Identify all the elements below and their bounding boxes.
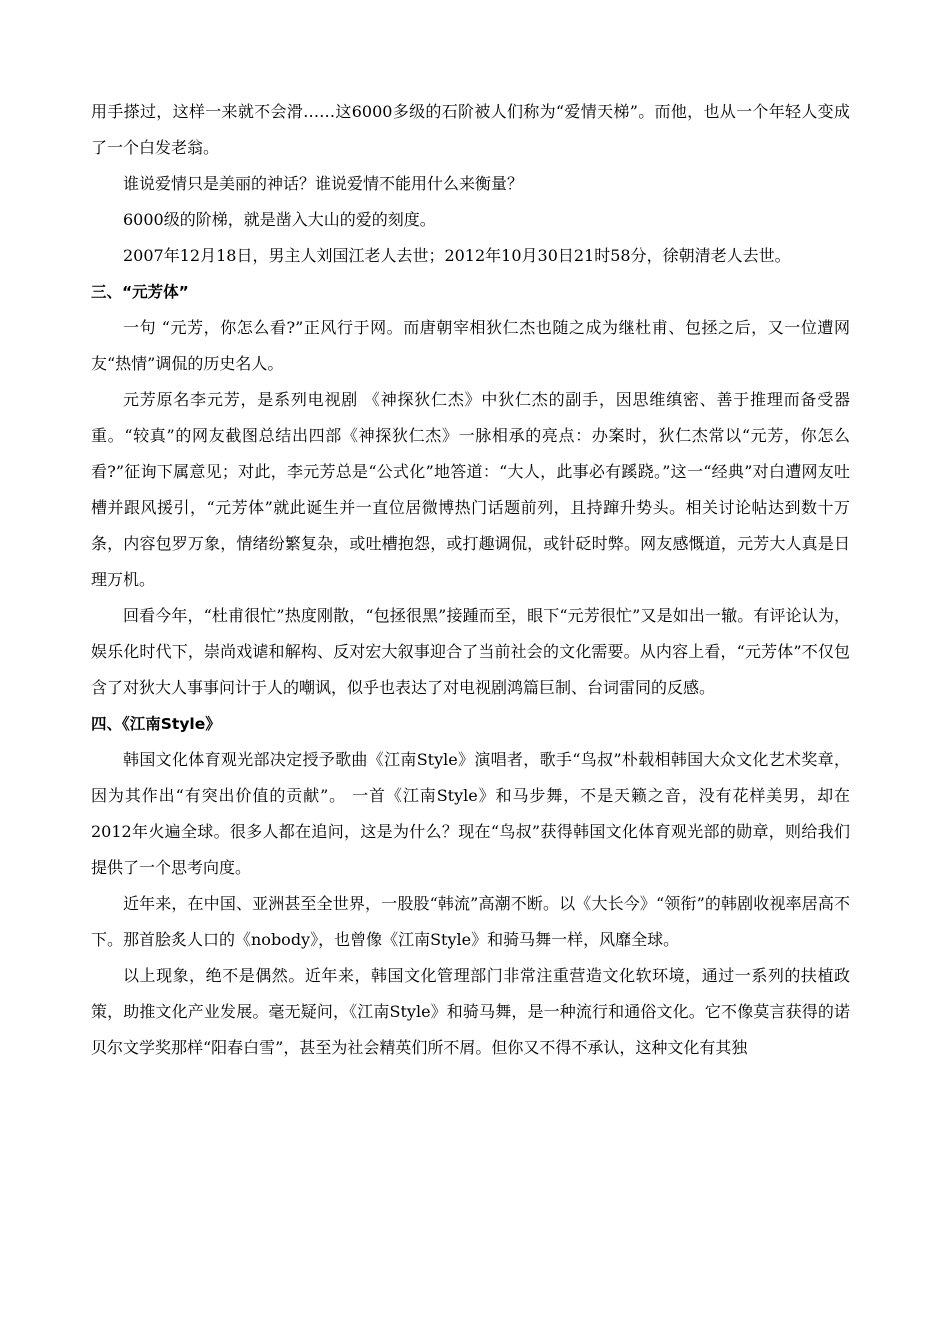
paragraph-korean-wave: 近年来，在中国、亚洲甚至全世界，一股股“韩流”高潮不断。以《大长今》“领衔”的韩剧收视率居高不下。那首脍炙人口的《nobody》，也曾像《江南Style》和骑马舞一样，风靡全球。 bbox=[91, 894, 850, 949]
paragraph-death-dates: 2007年12月18日，男主人刘国江老人去世；2012年10月30日21时58分，徐朝清老人去世。 bbox=[123, 246, 791, 265]
paragraph-gangnam-award: 韩国文化体育观光部决定授予歌曲《江南Style》演唱者，歌手“鸟叔”朴载相韩国大众文化艺术奖章，因为其作出“有突出价值的贡献”。 一首《江南Style》和马步舞，不是天籁之音，没有花样美男，却在2012年火遍全球。很多人都在追问，这是为什么？现在“鸟叔”获得韩国文化体育观光部的勋章，则给我们提供了一个思考向度。 bbox=[91, 750, 850, 877]
paragraph-ladder-measure: 6000级的阶梯，就是凿入大山的爱的刻度。 bbox=[123, 210, 436, 229]
section-heading-gangnam-style: 四、《江南Style》 bbox=[91, 715, 221, 733]
paragraph-yuanfang-origin: 元芳原名李元芳，是系列电视剧 《神探狄仁杰》中狄仁杰的副手，因思维缜密、善于推理而备受器重。“较真”的网友截图总结出四部《神探狄仁杰》一脉相承的亮点：办案时，狄仁杰常以“元芳，你怎么看?”征询下属意见；对此，李元芳总是“公式化”地答道：“大人，此事必有蹊跷。”这一“经典”对白遭网友吐槽并跟风援引，“元芳体”就此诞生并一直位居微博热门话题前列，且持蹿升势头。相关讨论帖达到数十万条，内容包罗万象，情绪纷繁复杂，或吐槽抱怨，或打趣调侃，或针砭时弊。网友感慨道，元芳大人真是日理万机。 bbox=[91, 390, 850, 589]
paragraph-love-ladder-end: 用手搽过，这样一来就不会滑……这6000多级的石阶被人们称为“爱情天梯”。而他，也从一个年轻人变成了一个白发老翁。 bbox=[91, 102, 850, 157]
paragraph-yuanfang-intro: 一句 “元芳，你怎么看?”正风行于网。而唐朝宰相狄仁杰也随之成为继杜甫、包拯之后，又一位遭网友“热情”调侃的历史名人。 bbox=[91, 318, 850, 373]
paragraph-yuanfang-review: 回看今年，“杜甫很忙”热度刚散，“包拯很黑”接踵而至，眼下“元芳很忙”又是如出一辙。有评论认为，娱乐化时代下，崇尚戏谑和解构、反对宏大叙事迎合了当前社会的文化需要。从内容上看，“元芳体”不仅包含了对狄大人事事问计于人的嘲讽，似乎也表达了对电视剧鸿篇巨制、台词雷同的反感。 bbox=[91, 606, 850, 697]
paragraph-love-question: 谁说爱情只是美丽的神话？谁说爱情不能用什么来衡量？ bbox=[123, 174, 524, 193]
section-heading-yuanfang: 三、“元芳体” bbox=[91, 283, 189, 301]
paragraph-culture-policy: 以上现象，绝不是偶然。近年来，韩国文化管理部门非常注重营造文化软环境，通过一系列的扶植政策，助推文化产业发展。毫无疑问，《江南Style》和骑马舞，是一种流行和通俗文化。它不像莫言获得的诺贝尔文学奖那样“阳春白雪”，甚至为社会精英们所不屑。但你又不得不承认，这种文化有其独 bbox=[91, 966, 850, 1057]
